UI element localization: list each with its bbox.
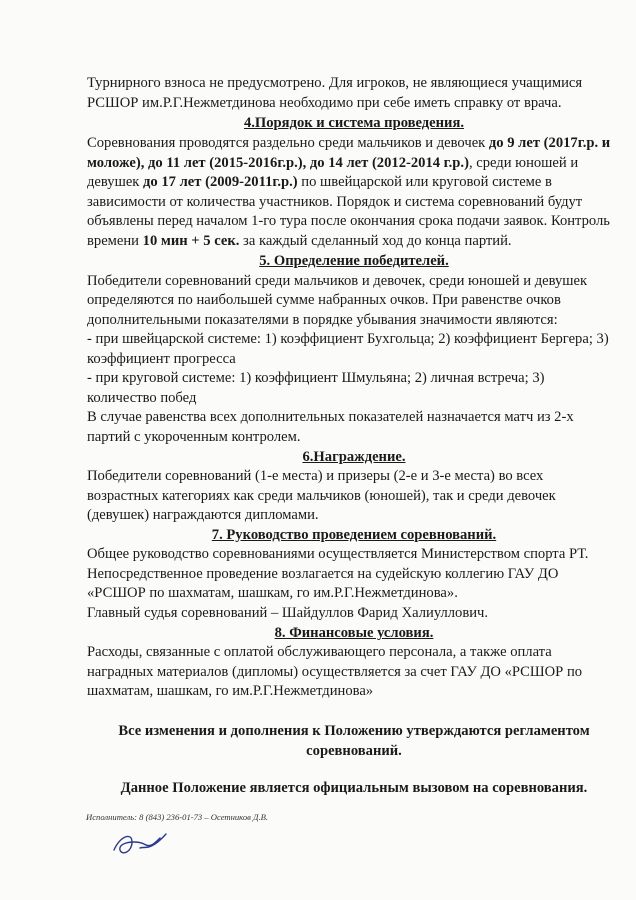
text-line: наградных материалов (дипломы) осуществляется за счет ГАУ ДО «РСШОР по xyxy=(87,664,583,680)
text-line: шахматам, шашкам, го им.Р.Г.Нежметдинова» xyxy=(87,683,374,699)
text-line: зависимости от количества участников. Порядок и система соревнований будут xyxy=(87,194,583,210)
text-line: партий с укороченным контролем. xyxy=(87,429,301,445)
closing-line: соревнований. xyxy=(306,743,402,759)
closing-line: Данное Положение является официальным вызовом на соревнования. xyxy=(120,780,588,796)
section-heading: 4.Порядок и система проведения. xyxy=(243,115,465,131)
section-heading: 7. Руководство проведением соревнований. xyxy=(211,527,497,543)
text-line: возрастных категориях как среди мальчиков (юношей), так и среди девочек xyxy=(87,488,556,504)
section-heading: 6.Награждение. xyxy=(302,449,406,465)
section-heading: 8. Финансовые условия. xyxy=(274,625,434,641)
text-line: моложе), до 11 лет (2015-2016г.р.), до 14 лет (2012-2014 г.р.), среди юношей и xyxy=(87,155,579,171)
text-line: объявлены перед началом 1-го тура после окончания срока подачи заявок. Контроль xyxy=(87,213,610,229)
text-line: - при круговой системе: 1) коэффициент Шмульяна; 2) личная встреча; 3) xyxy=(87,370,545,386)
text-line: «РСШОР по шахматам, шашкам, го им.Р.Г.Нежметдинова». xyxy=(87,585,458,601)
text-line: Победители соревнований среди мальчиков и девочек, среди юношей и девушек xyxy=(87,273,588,289)
executor-note: Исполнитель: 8 (843) 236-01-73 – Осетников Д.В. xyxy=(86,812,269,822)
closing-line: Все изменения и дополнения к Положению утверждаются регламентом xyxy=(118,723,590,739)
text-line: - при швейцарской системе: 1) коэффициент Бухгольца; 2) коэффициент Бергера; 3) xyxy=(87,331,609,347)
section-heading: 5. Определение победителей. xyxy=(259,253,449,269)
text-line: времени 10 мин + 5 сек. за каждый сделанный ход до конца партий. xyxy=(87,233,512,249)
text-line: Непосредственное проведение возлагается на судейскую коллегию ГАУ ДО xyxy=(87,566,559,582)
text-line: Расходы, связанные с оплатой обслуживающего персонала, а также оплата xyxy=(87,644,552,660)
text-line: (девушек) награждаются дипломами. xyxy=(87,507,319,523)
signature-icon xyxy=(110,826,170,860)
text-line: девушек до 17 лет (2009-2011г.р.) по швейцарской или круговой системе в xyxy=(87,174,552,190)
text-line: дополнительными показателями в порядке убывания значимости являются: xyxy=(87,312,558,328)
text-line: Общее руководство соревнованиями осуществляется Министерством спорта РТ. xyxy=(87,546,589,562)
text-line: определяются по наибольшей сумме набранных очков. При равенстве очков xyxy=(87,292,561,308)
text-line: количество побед xyxy=(87,390,197,406)
text-line: РСШОР им.Р.Г.Нежметдинова необходимо при себе иметь справку от врача. xyxy=(87,95,562,111)
text-line: коэффициент прогресса xyxy=(87,351,236,367)
text-line: Соревнования проводятся раздельно среди мальчиков и девочек до 9 лет (2017г.р. и xyxy=(87,135,611,151)
text-line: Турнирного взноса не предусмотрено. Для игроков, не являющиеся учащимися xyxy=(87,75,583,91)
text-line: Главный судья соревнований – Шайдуллов Фарид Халиуллович. xyxy=(87,605,489,621)
text-line: В случае равенства всех дополнительных показателей назначается матч из 2-х xyxy=(87,409,574,425)
text-line: Победители соревнований (1-е места) и призеры (2-е и 3-е места) во всех xyxy=(87,468,544,484)
